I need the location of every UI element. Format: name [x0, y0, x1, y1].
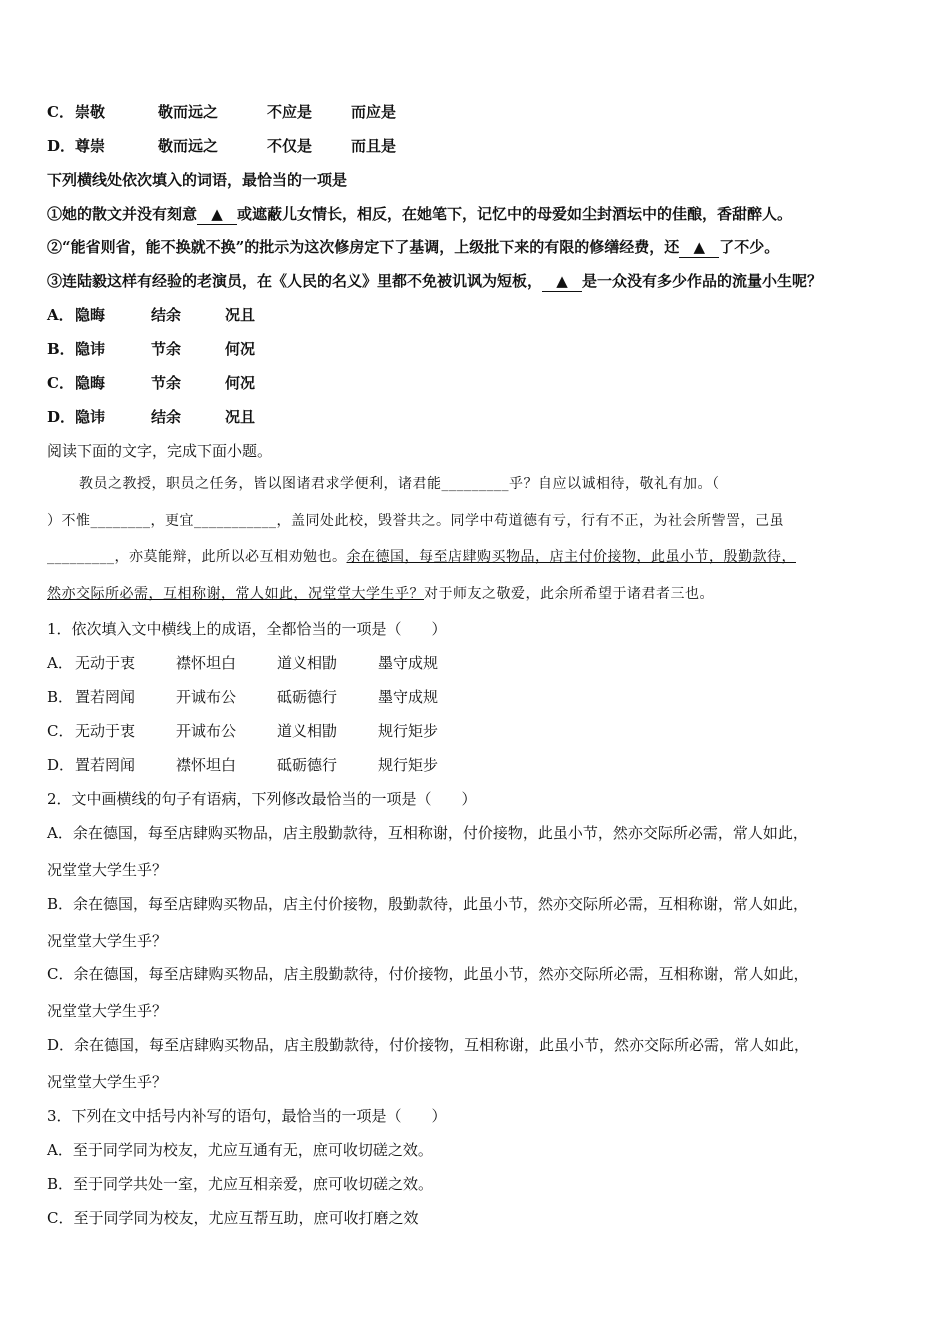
- q3-stem: 3．下列在文中括号内补写的语句，最恰当的一项是（ ）: [47, 1107, 447, 1125]
- blank-triangle: ▲: [197, 204, 237, 225]
- q3-option-b: B．至于同学共处一室，尤应互相亲爱，庶可收切磋之效。: [47, 1175, 434, 1193]
- fill-option-a: A．隐晦 结余 况且: [47, 306, 256, 324]
- q2-option-a-line-2: 况堂堂大学生乎？: [47, 861, 168, 879]
- q3-option-c: C．至于同学同为校友，尤应互帮互助，庶可收打磨之效: [47, 1209, 419, 1227]
- q2-option-d-line-2: 况堂堂大学生乎？: [47, 1073, 168, 1091]
- passage-line-2: ）不惟________，更宜___________，盖同处此校，毁誉共之。同学中苟道德有亏，行有不正，为社会所訾詈，己虽: [47, 513, 784, 529]
- q1-option-a: A． 无动于衷 襟怀坦白 道义相勖 墨守成规: [47, 654, 439, 672]
- q1-stem: 1．依次填入文中横线上的成语，全都恰当的一项是（ ）: [47, 620, 447, 638]
- passage-line-1: 教员之教授，职员之任务，皆以图诸君求学便利，诸君能_________乎？自应以诚相待，敬礼有加。（: [79, 476, 720, 492]
- q2-option-c-line-1: C．余在德国，每至店肆购买物品，店主殷勤款待，付价接物，此虽小节，然亦交际所必需，互相称谢，常人如此，: [47, 965, 809, 983]
- fill-sentence-3: ③连陆毅这样有经验的老演员，在《人民的名义》里都不免被讥讽为短板， ▲ 是一众没有多少作品的流量小生呢？: [47, 272, 823, 290]
- fill-option-b: B．隐讳 节余 何况: [47, 340, 256, 358]
- passage-line-4: 然亦交际所必需，互相称谢，常人如此，况堂堂大学生乎？对于师友之敬爱，此余所希望于诸君者三也。: [47, 586, 714, 602]
- q1-option-c: C． 无动于衷 开诚布公 道义相勖 规行矩步: [47, 722, 439, 740]
- prev-option-d: D．尊崇 敬而远之 不仅是 而且是: [47, 137, 397, 155]
- q2-option-b-line-2: 况堂堂大学生乎？: [47, 932, 168, 950]
- q2-option-a-line-1: A．余在德国，每至店肆购买物品，店主殷勤款待，互相称谢，付价接物，此虽小节，然亦交际所必需，常人如此，: [47, 824, 808, 842]
- fill-option-c: C．隐晦 节余 何况: [47, 374, 256, 392]
- fill-sentence-2: ②“能省则省，能不换就不换”的批示为这次修房定下了基调，上级批下来的有限的修缮经费，还 ▲ 了不少。: [47, 238, 780, 256]
- q1-option-d: D．置若罔闻 襟怀坦白 砥砺德行 规行矩步: [47, 756, 439, 774]
- blank-triangle: ▲: [679, 237, 719, 258]
- q2-stem: 2．文中画横线的句子有语病，下列修改最恰当的一项是（ ）: [47, 790, 477, 808]
- q1-option-b: B． 置若罔闻 开诚布公 砥砺德行 墨守成规: [47, 688, 439, 706]
- q2-option-d-line-1: D．余在德国，每至店肆购买物品，店主殷勤款待，付价接物，互相称谢，此虽小节，然亦交际所必需，常人如此，: [47, 1036, 810, 1054]
- fill-option-d: D．隐讳 结余 况且: [47, 408, 256, 426]
- underlined-sentence: 余在德国，每至店肆购买物品，店主付价接物，此虽小节，殷勤款待，: [346, 549, 796, 565]
- prev-option-c: C．崇敬 敬而远之 不应是 而应是: [47, 103, 397, 121]
- passage-line-3: _________，亦莫能辩，此所以必互相劝勉也。余在德国，每至店肆购买物品，店主付价接物，此虽小节，殷勤款待，: [47, 549, 796, 565]
- q2-option-b-line-1: B．余在德国，每至店肆购买物品，店主付价接物，殷勤款待，此虽小节，然亦交际所必需，互相称谢，常人如此，: [47, 895, 809, 913]
- fill-sentence-1: ①她的散文并没有刻意 ▲ 或遮蔽儿女情长，相反，在她笔下，记忆中的母爱如尘封酒坛中的佳酿，香甜醉人。: [47, 205, 793, 223]
- blank-triangle: ▲: [542, 271, 582, 292]
- reading-intro: 阅读下面的文字，完成下面小题。: [47, 442, 273, 460]
- q2-option-c-line-2: 况堂堂大学生乎？: [47, 1002, 168, 1020]
- fill-question-stem: 下列横线处依次填入的词语，最恰当的一项是: [47, 171, 348, 189]
- underlined-sentence: 然亦交际所必需，互相称谢，常人如此，况堂堂大学生乎？: [47, 586, 424, 602]
- q3-option-a: A．至于同学同为校友，尤应互通有无，庶可收切磋之效。: [47, 1141, 433, 1159]
